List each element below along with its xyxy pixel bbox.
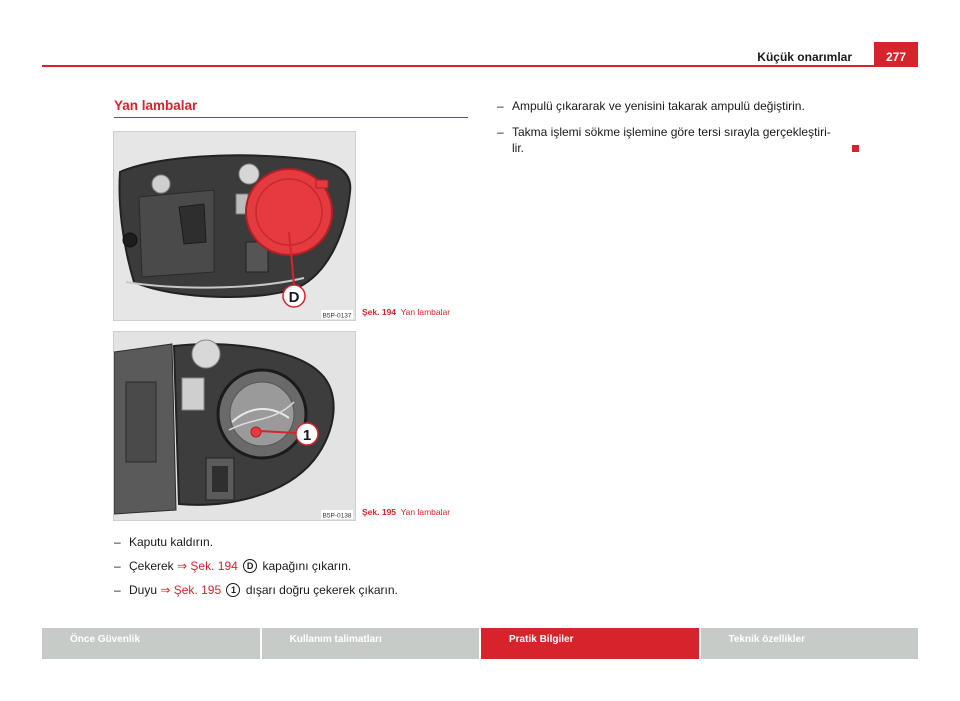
step-reassemble-line2: lir. <box>512 141 524 155</box>
figure-194-link[interactable]: ⇒ Şek. 194 <box>177 559 238 573</box>
step-remove-holder-pre: Duyu <box>129 583 158 597</box>
figure-194-headlight-rear-cover <box>113 131 356 321</box>
figure-194-caption-text: Yan lambalar <box>400 307 451 317</box>
svg-text:D: D <box>288 289 300 306</box>
step-open-hood: – Kaputu kaldırın. <box>114 535 214 549</box>
callout-1: 1 <box>226 583 240 597</box>
svg-text:B5P-0137: B5P-0137 <box>322 312 352 320</box>
figure-195-caption <box>362 507 450 517</box>
section-title: Yan lambalar <box>114 98 198 113</box>
figure-195-bulb-holder <box>113 331 356 521</box>
step-replace-bulb-text: Ampulü çıkararak ve yenisini takarak ampulü değiştirin. <box>512 99 805 113</box>
step-reassemble-line1: Takma işlemi sökme işlemine göre tersi sırayla gerçekleştiri- <box>512 125 831 139</box>
step-remove-holder: – Duyu ⇒ Şek. 195 1 dışarı doğru çekerek çıkarın. <box>114 583 398 597</box>
callout-d: D <box>243 559 257 573</box>
page-number-badge: 277 <box>874 42 918 67</box>
step-reassemble: – Takma işlemi sökme işlemine göre tersi sırayla gerçekleştiri- lir. <box>497 125 831 155</box>
tab-technical-specs[interactable]: Teknik özellikler <box>701 628 919 659</box>
tab-practical-info[interactable]: Pratik Bilgiler <box>481 628 699 659</box>
header-rule <box>42 65 918 67</box>
tab-operating-instructions[interactable]: Kullanım talimatları <box>262 628 480 659</box>
figure-194-caption <box>362 307 450 317</box>
figure-195-caption-text: Yan lambalar <box>400 507 451 517</box>
step-remove-cover-post: kapağını çıkarın. <box>262 559 352 573</box>
step-replace-bulb: – Ampulü çıkararak ve yenisini takarak ampulü değiştirin. <box>497 99 805 113</box>
step-remove-cover: – Çekerek ⇒ Şek. 194 D kapağını çıkarın. <box>114 559 352 573</box>
running-header-title: Küçük onarımlar <box>757 50 852 64</box>
figure-194-caption-label: Şek. 194 <box>362 307 397 317</box>
figure-195-link[interactable]: ⇒ Şek. 195 <box>160 583 222 597</box>
step-remove-holder-post: dışarı doğru çekerek çıkarın. <box>245 583 398 597</box>
svg-text:1: 1 <box>302 427 312 444</box>
figure-195-caption-label: Şek. 195 <box>362 507 397 517</box>
step-open-hood-text: Kaputu kaldırın. <box>129 535 214 549</box>
svg-text:B5P-0138: B5P-0138 <box>322 512 352 520</box>
step-remove-cover-pre: Çekerek <box>129 559 174 573</box>
section-end-marker <box>852 145 859 152</box>
section-rule <box>114 117 468 118</box>
footer-nav <box>42 628 918 659</box>
tab-safety[interactable]: Önce Güvenlik <box>42 628 260 659</box>
